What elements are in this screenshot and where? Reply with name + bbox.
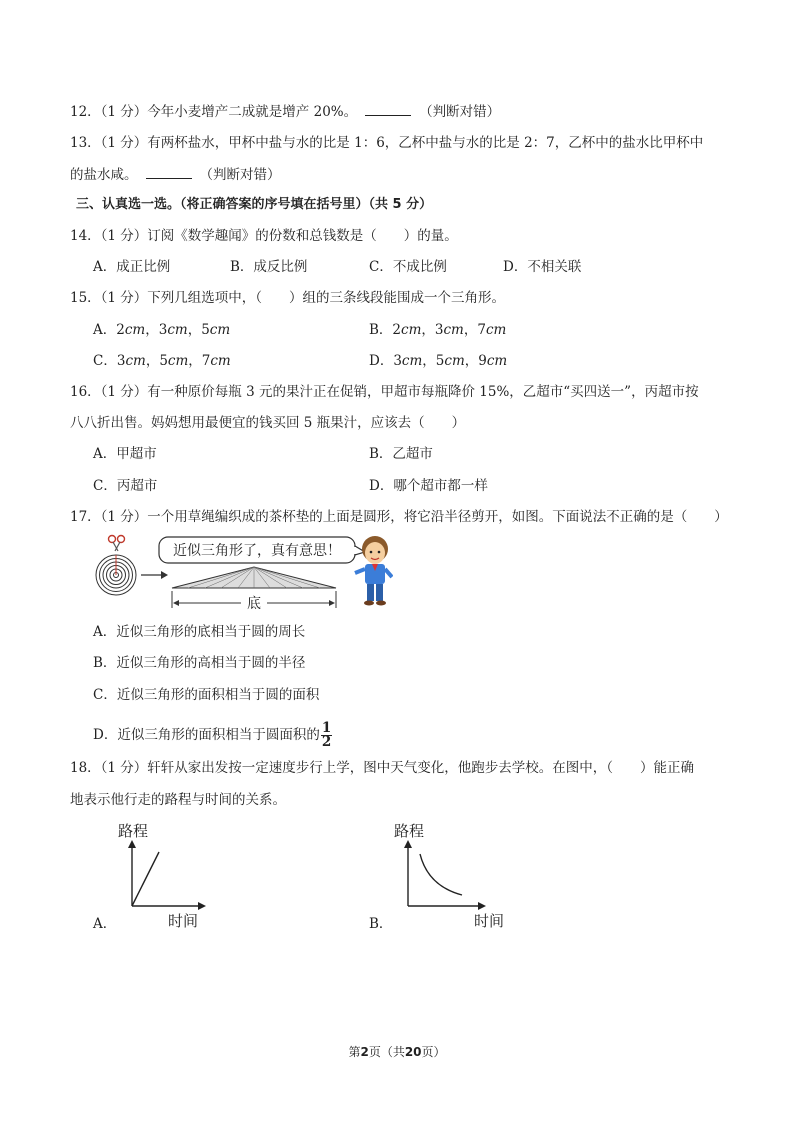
page-footer: 第2页（共20页） xyxy=(348,1045,446,1059)
segment-length: 9 xyxy=(478,353,487,369)
unit-cm: cm xyxy=(485,322,507,338)
separator: ， xyxy=(145,322,159,338)
q15-option-d[interactable] xyxy=(369,351,507,371)
q14-option-a[interactable]: A．成正比例 xyxy=(93,259,171,275)
question-16-line2: 八八折出售。妈妈想用最便宜的钱买回 5 瓶果汁，应该去（ ） xyxy=(70,415,466,431)
separator: ， xyxy=(422,353,436,369)
question-14-stem: 14．（1 分）订阅《数学趣闻》的份数和总钱数是（ ）的量。 xyxy=(70,228,458,244)
segment-length: 7 xyxy=(477,322,486,338)
graph-a-curve xyxy=(132,852,159,906)
option-letter: A． xyxy=(93,322,117,338)
q12-text: 12．（1 分）今年小麦增产二成就是增产 20%。 xyxy=(70,104,358,120)
scissors-icon xyxy=(109,536,125,552)
question-13-line1: 13．（1 分）有两杯盐水，甲杯中盐与水的比是 1：6，乙杯中盐与水的比是 2：7，乙杯中的盐水比甲杯中 xyxy=(70,135,704,151)
unit-cm: cm xyxy=(486,353,508,369)
separator: ， xyxy=(145,353,160,369)
segment-length: 2 xyxy=(392,322,402,338)
option-letter: B． xyxy=(369,322,393,338)
x-axis-arrow xyxy=(198,902,206,910)
graph-b-curve xyxy=(420,854,462,895)
y-axis-label: 路程 xyxy=(118,822,149,840)
separator: ， xyxy=(188,353,202,369)
q14-option-d[interactable]: D．不相关联 xyxy=(503,259,582,275)
y-axis-arrow xyxy=(128,840,136,848)
question-16-line1: 16．（1 分）有一种原价每瓶 3 元的果汁正在促销，甲超市每瓶降价 15%，乙超市“买四送一”，丙超市按 xyxy=(70,384,699,400)
q17-option-c[interactable]: C．近似三角形的面积相当于圆的面积 xyxy=(93,687,320,703)
base-label: 底 xyxy=(247,596,261,612)
segment-length: 3 xyxy=(393,353,402,369)
unit-cm: cm xyxy=(444,353,465,369)
x-axis-arrow xyxy=(478,902,486,910)
total-pages: 20 xyxy=(404,1045,422,1059)
segment-length: 5 xyxy=(159,353,168,369)
separator: ， xyxy=(464,353,479,369)
boy-cartoon-icon xyxy=(355,536,392,606)
q13-text: 的盐水咸。 xyxy=(70,167,138,183)
coaster-circle-icon xyxy=(96,555,136,595)
approximate-triangle xyxy=(172,567,336,588)
unit-cm: cm xyxy=(124,322,146,338)
x-axis-label: 时间 xyxy=(168,912,199,930)
q17-figure xyxy=(93,533,393,613)
separator: ， xyxy=(421,322,435,338)
question-17-stem: 17．（1 分）一个用草绳编织成的茶杯垫的上面是圆形，将它沿半径剪开，如图。下面说法不正确的是（ ） xyxy=(70,509,728,525)
q12-hint: （判断对错） xyxy=(419,104,501,120)
unit-cm: cm xyxy=(210,353,231,369)
page-number: 2 xyxy=(360,1045,369,1059)
option-letter: D． xyxy=(369,353,394,369)
segment-length: 3 xyxy=(158,322,168,338)
question-18-line1: 18．（1 分）轩轩从家出发按一定速度步行上学，图中天气变化，他跑步去学校。在图中，（ ）能正确 xyxy=(70,760,695,776)
unit-cm: cm xyxy=(443,322,464,338)
segment-length: 3 xyxy=(434,322,444,338)
question-15-stem: 15．（1 分）下列几组选项中，（ ）组的三条线段能围成一个三角形。 xyxy=(70,290,506,306)
answer-blank[interactable] xyxy=(365,101,411,116)
question-18-line2: 地表示他行走的路程与时间的关系。 xyxy=(70,792,286,808)
q18-graph-b[interactable] xyxy=(386,818,506,930)
unit-cm: cm xyxy=(209,322,231,338)
q18-graph-a[interactable] xyxy=(110,818,220,930)
q14-option-c[interactable]: C．不成比例 xyxy=(369,259,447,275)
answer-blank[interactable] xyxy=(146,164,192,179)
q17-option-d[interactable] xyxy=(93,722,332,749)
q16-option-b[interactable]: B．乙超市 xyxy=(369,446,433,462)
segment-length: 5 xyxy=(435,353,445,369)
unit-cm: cm xyxy=(125,353,146,369)
q15-option-c[interactable] xyxy=(93,351,231,371)
q13-hint: （判断对错） xyxy=(199,167,281,183)
q14-option-b[interactable]: B．成反比例 xyxy=(230,259,308,275)
right-arrow-icon xyxy=(141,571,168,579)
segment-length: 2 xyxy=(116,322,125,338)
q15-option-b[interactable] xyxy=(369,320,506,340)
q18-option-b-letter[interactable]: B． xyxy=(369,916,393,932)
segment-length: 3 xyxy=(116,353,126,369)
separator: ， xyxy=(187,322,202,338)
question-12 xyxy=(70,101,500,122)
y-axis-arrow xyxy=(404,840,412,848)
speech-bubble xyxy=(159,537,365,563)
q15-option-a[interactable] xyxy=(93,320,230,340)
q16-option-d[interactable]: D．哪个超市都一样 xyxy=(369,478,488,494)
question-13-line2 xyxy=(70,164,281,185)
q17-option-a[interactable]: A．近似三角形的底相当于圆的周长 xyxy=(93,624,306,640)
x-axis-label: 时间 xyxy=(474,912,505,930)
section-title: 三、认真选一选。（将正确答案的序号填在括号里）（共 5 分） xyxy=(76,197,433,212)
unit-cm: cm xyxy=(167,353,189,369)
q17-option-d-text: D．近似三角形的面积相当于圆面积的 xyxy=(93,727,320,743)
option-letter: C． xyxy=(93,353,117,369)
unit-cm: cm xyxy=(401,353,423,369)
y-axis-label: 路程 xyxy=(394,822,425,840)
q16-option-c[interactable]: C．丙超市 xyxy=(93,478,158,494)
q17-option-b[interactable]: B．近似三角形的高相当于圆的半径 xyxy=(93,655,306,671)
segment-length: 7 xyxy=(201,353,211,369)
unit-cm: cm xyxy=(167,322,188,338)
q16-option-a[interactable]: A．甲超市 xyxy=(93,446,157,462)
speech-text: 近似三角形了，真有意思！ xyxy=(173,543,341,559)
fraction-one-half: $\frac{1}{2}$ xyxy=(321,720,332,750)
separator: ， xyxy=(463,322,478,338)
unit-cm: cm xyxy=(401,322,422,338)
q18-option-a-letter[interactable]: A． xyxy=(93,916,117,932)
segment-length: 5 xyxy=(201,322,210,338)
